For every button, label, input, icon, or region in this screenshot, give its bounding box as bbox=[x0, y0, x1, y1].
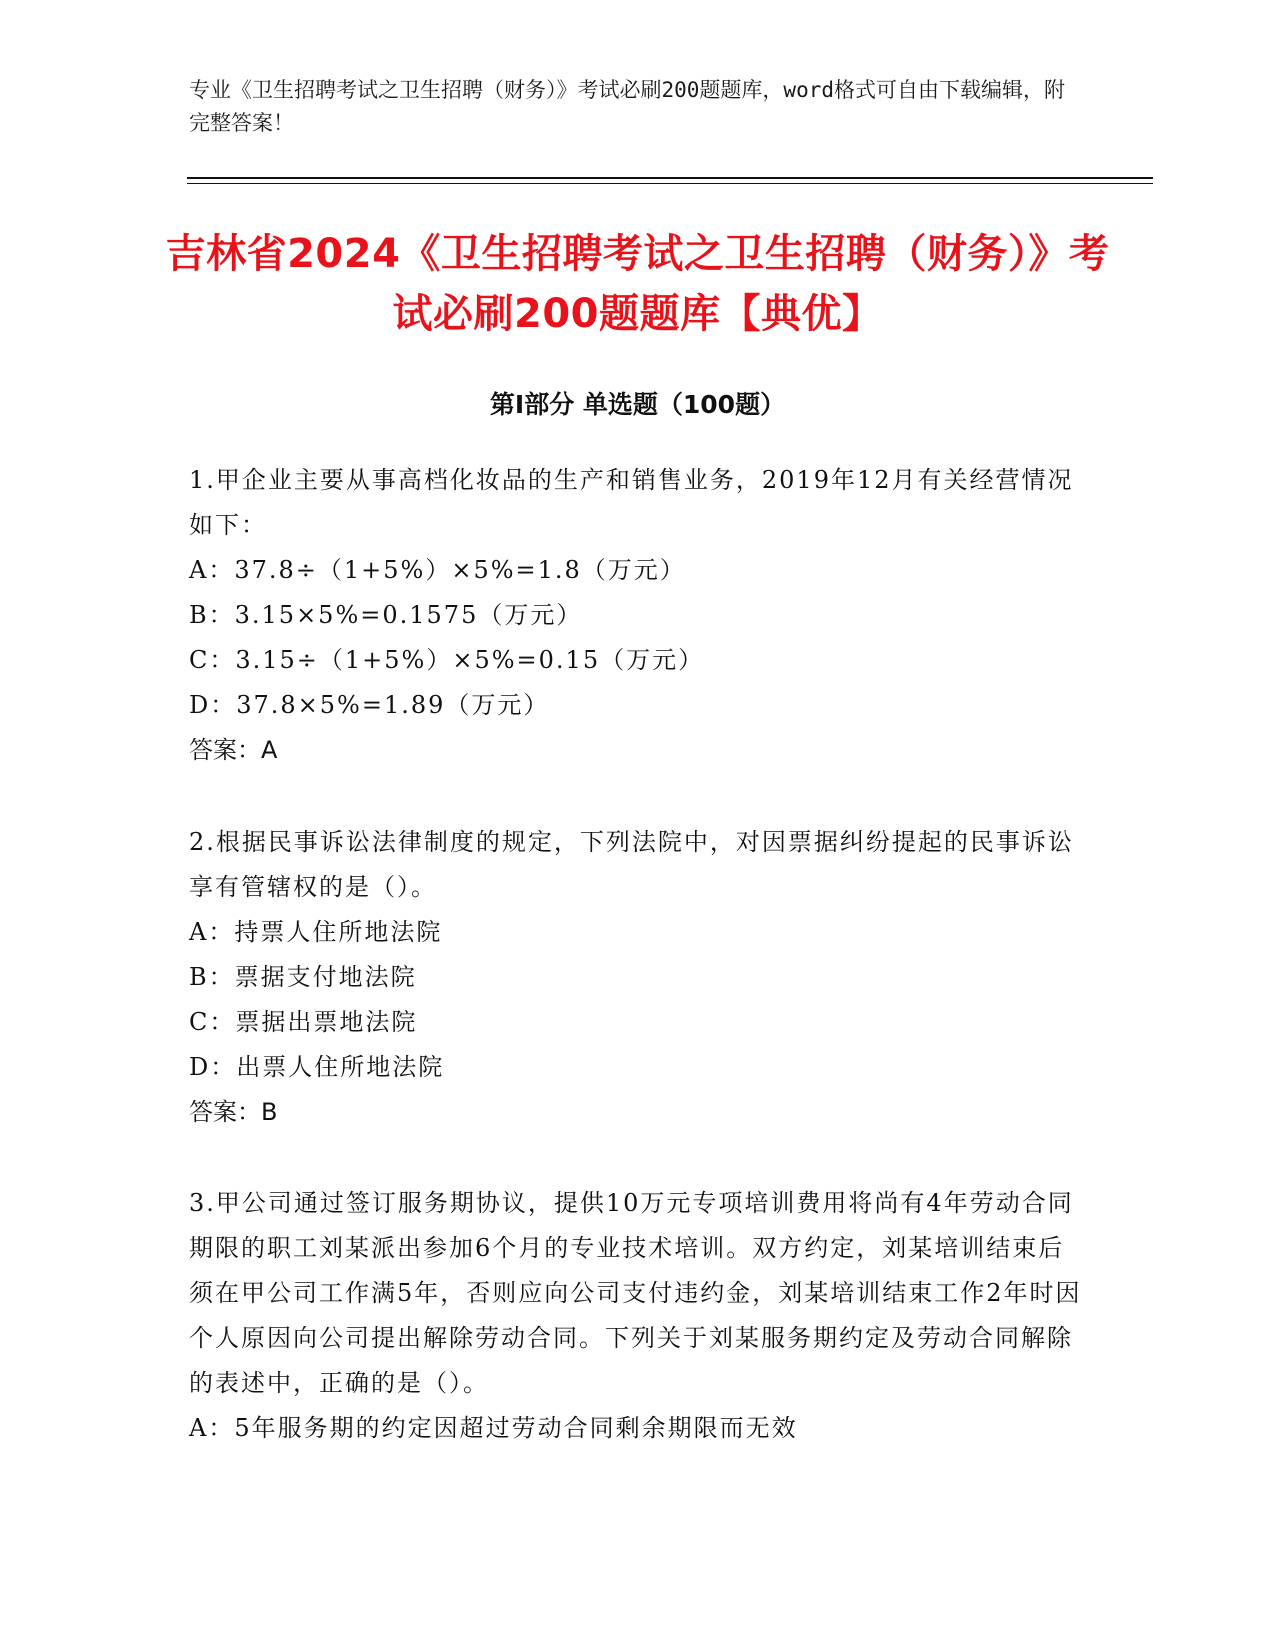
header-divider-thick bbox=[187, 177, 1153, 179]
option-a: A：37.8÷（1+5%）×5%=1.8（万元） bbox=[189, 556, 686, 584]
header-divider-thin bbox=[187, 183, 1153, 184]
option-c: C：3.15÷（1+5%）×5%=0.15（万元） bbox=[189, 646, 705, 674]
question-1 bbox=[189, 458, 1089, 773]
option-d: D：37.8×5%=1.89（万元） bbox=[189, 691, 550, 719]
question-3 bbox=[189, 1181, 1089, 1451]
header-note: 专业《卫生招聘考试之卫生招聘（财务）》考试必刷200题题库，word格式可自由下载编辑，附完整答案！ bbox=[189, 78, 1065, 135]
answer-line: 答案：B bbox=[189, 1098, 278, 1126]
question-2 bbox=[189, 820, 1089, 1135]
option-a: A：持票人住所地法院 bbox=[189, 918, 443, 946]
document-title: 吉林省2024《卫生招聘考试之卫生招聘（财务）》考试必刷200题题库【典优】 bbox=[165, 231, 1110, 337]
question-stem: 2.根据民事诉讼法律制度的规定，下列法院中，对因票据纠纷提起的民事诉讼享有管辖权的是（）。 bbox=[189, 828, 1074, 901]
option-a: A：5年服务期的约定因超过劳动合同剩余期限而无效 bbox=[189, 1414, 798, 1442]
option-b: B：3.15×5%=0.1575（万元） bbox=[189, 601, 583, 629]
option-c: C：票据出票地法院 bbox=[189, 1008, 418, 1036]
option-b: B：票据支付地法院 bbox=[189, 963, 417, 991]
question-stem: 3.甲公司通过签订服务期协议，提供10万元专项培训费用将尚有4年劳动合同期限的职工刘某派出参加6个月的专业技术培训。双方约定，刘某培训结束后须在甲公司工作满5年，否则应向公司支付违约金，刘某培训结束工作2年时因个人原因向公司提出解除劳动合同。下列关于刘某服务期约定及劳动合同解除的表述中，正确的是（）。 bbox=[189, 1189, 1082, 1397]
answer-line: 答案：A bbox=[189, 736, 278, 764]
section-title: 第Ⅰ部分 单选题（100题） bbox=[489, 390, 786, 419]
option-d: D：出票人住所地法院 bbox=[189, 1053, 445, 1081]
question-stem: 1.甲企业主要从事高档化妆品的生产和销售业务，2019年12月有关经营情况如下： bbox=[189, 466, 1074, 539]
